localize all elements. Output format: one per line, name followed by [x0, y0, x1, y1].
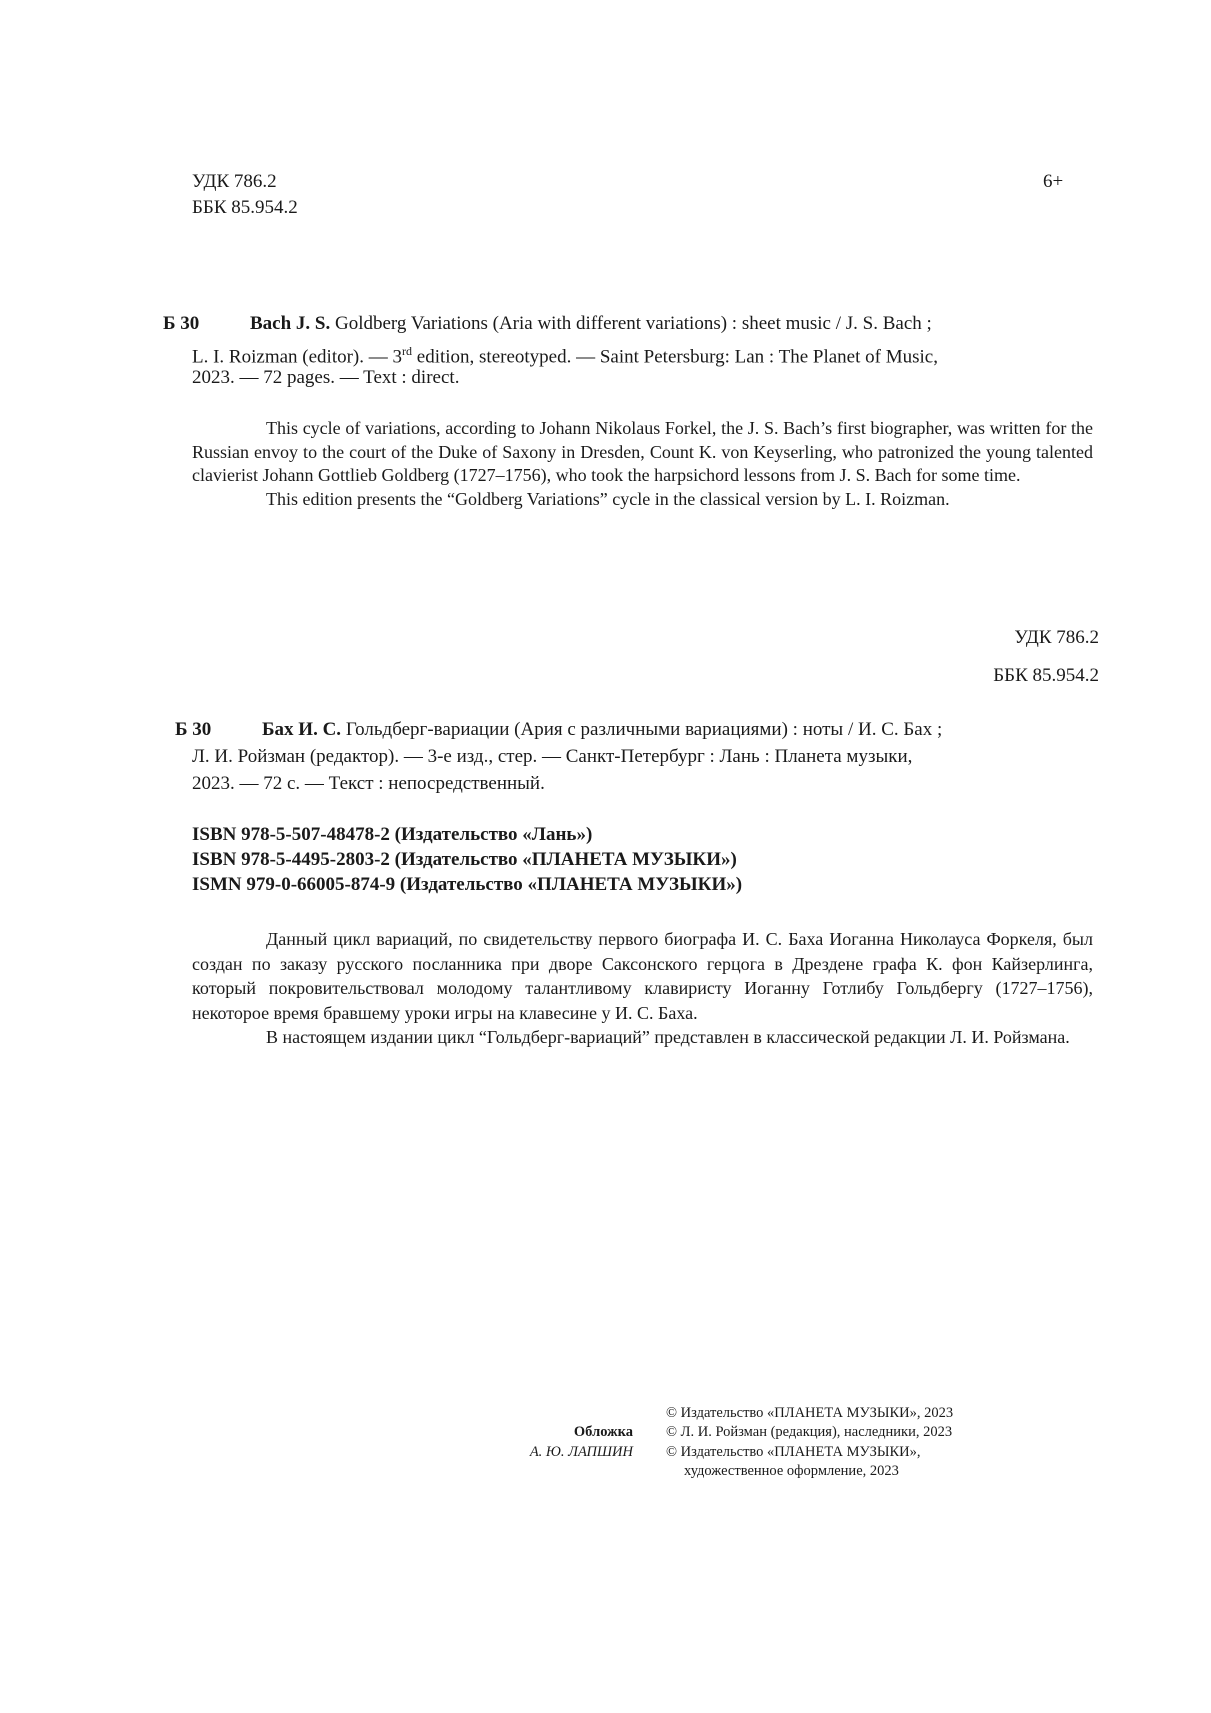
ru-udk: УДК 786.2 [1014, 627, 1099, 648]
isbn-lan: ISBN 978-5-507-48478-2 (Издательство «Лань») [192, 824, 593, 845]
en-bbk: ББК 85.954.2 [192, 197, 298, 218]
copyright-line-4: художественное оформление, 2023 [684, 1463, 899, 1479]
ismn-planet: ISMN 979-0-66005-874-9 (Издательство «ПЛАНЕТА МУЗЫКИ») [192, 874, 743, 895]
ru-author: Бах И. С. [262, 719, 342, 740]
en-title-line-1 [250, 312, 932, 336]
copyright-line-3: © Издательство «ПЛАНЕТА МУЗЫКИ», [666, 1444, 921, 1460]
en-udk: УДК 786.2 [192, 171, 277, 192]
en-title-line-2 [192, 339, 938, 369]
cover-label: Обложка [573, 1424, 633, 1440]
age-rating: 6+ [1043, 171, 1064, 192]
ru-title-part-1: Гольдберг-вариации (Ария с различными вариациями) : ноты / И. С. Бах ; [345, 719, 943, 740]
ru-catalog-code: Б 30 [175, 719, 212, 740]
copyright-line-2: © Л. И. Ройзман (редакция), наследники, 2023 [666, 1424, 953, 1440]
en-title-part-1: Goldberg Variations (Aria with different variations) : sheet music / J. S. Bach ; [335, 313, 932, 334]
copyright-line-1: © Издательство «ПЛАНЕТА МУЗЫКИ», 2023 [666, 1405, 954, 1421]
en-abstract-p1: This cycle of variations, according to Johann Nikolaus Forkel, the J. S. Bach’s first biographer, was written for the Russian envoy to the court of the Duke of Saxony in Dresden, Count K. von Keyserling, who patronized the young talented clavierist Johann Gottlieb Goldberg (1727–1756), who took the harpsichord lessons from J. S. Bach for some time. [192, 418, 1093, 485]
ru-abstract [192, 927, 1093, 1050]
ru-abstract-p2: В настоящем издании цикл “Гольдберг-вариаций” представлен в классической редакции Л. И. Ройзмана. [266, 1027, 1070, 1048]
en-author: Bach J. S. [250, 313, 331, 334]
cover-artist: А. Ю. ЛАПШИН [529, 1444, 633, 1460]
ru-title-line-3: 2023. — 72 с. — Текст : непосредственный. [192, 773, 545, 794]
en-title-part-2a: L. I. Roizman (editor). — 3 [192, 346, 403, 368]
en-abstract-p2: This edition presents the “Goldberg Variations” cycle in the classical version by L. I. Roizman. [266, 488, 950, 509]
ru-abstract-p1: Данный цикл вариаций, по свидетельству первого биографа И. С. Баха Иоганна Николауса Форкеля, был создан по заказу русского посланника при дворе Саксонского герцога в Дрездене графа К. фон Кайзерлинга, который покровительствовал молодому талантливому клавиристу Иоганну Готлибу Гольдбергу (1727–1756), некоторое время бравшему уроки игры на клавесине у И. С. Баха. [192, 929, 1093, 1023]
en-abstract [192, 417, 1093, 511]
ru-bbk: ББК 85.954.2 [993, 665, 1099, 686]
en-catalog-code: Б 30 [163, 313, 200, 334]
en-title-part-2b: edition, stereotyped. — Saint Petersburg: Lan : The Planet of Music, [412, 346, 938, 368]
isbn-planet: ISBN 978-5-4495-2803-2 (Издательство «ПЛАНЕТА МУЗЫКИ») [192, 849, 737, 870]
ru-title-line-1 [262, 718, 942, 742]
en-edition-superscript: rd [402, 344, 413, 358]
en-title-line-3: 2023. — 72 pages. — Text : direct. [192, 367, 460, 388]
ru-title-line-2: Л. И. Ройзман (редактор). — 3-е изд., стер. — Санкт-Петербург : Лань : Планета музыки, [192, 746, 913, 767]
